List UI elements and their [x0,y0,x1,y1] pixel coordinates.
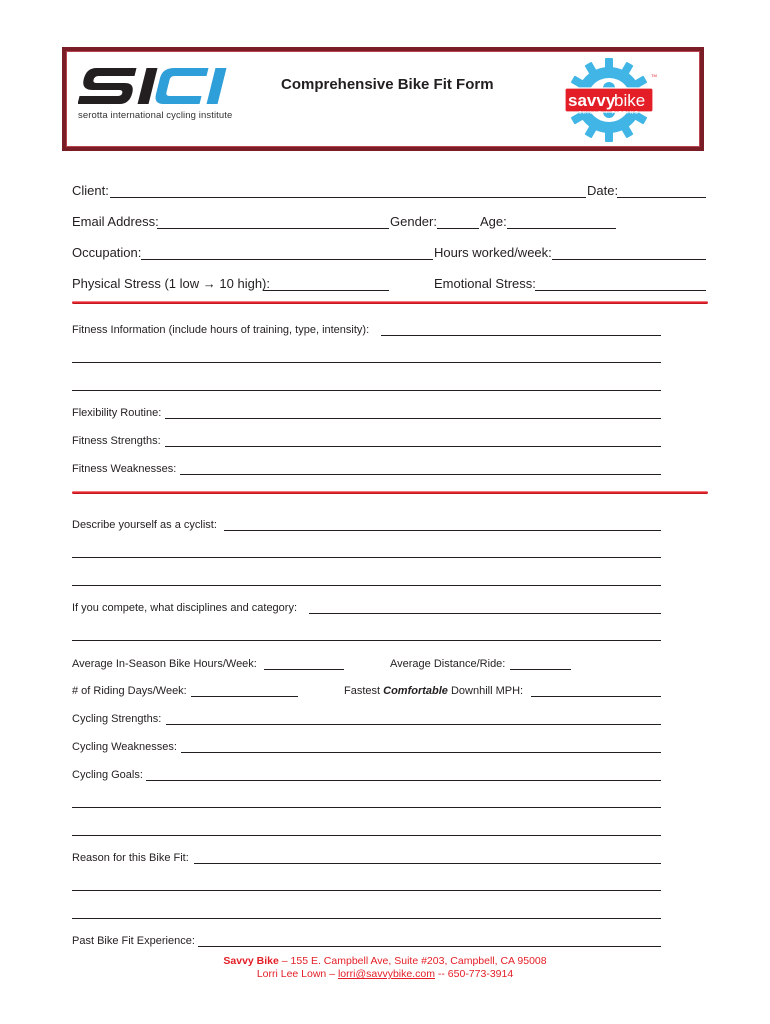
sici-subtitle: serotta international cycling institute [78,110,233,121]
riding-days-field[interactable] [191,696,298,697]
occupation-field[interactable] [141,259,433,260]
savvy-bike-gear-logo-icon [554,55,664,145]
describe-cyclist-label: Describe yourself as a cyclist: [72,519,217,531]
client-field[interactable] [110,197,586,198]
footer-contact [0,967,770,981]
fastest-downhill-field[interactable] [531,696,661,697]
compete-label: If you compete, what disciplines and category: [72,602,298,614]
compete-field[interactable] [309,613,661,614]
fitness-weaknesses-label: Fitness Weaknesses: [72,463,177,475]
savvy-logo-sub: SKILLS + FITTING [578,110,640,115]
fitness-info-field[interactable] [381,335,661,336]
describe-cyclist-line-3[interactable] [72,585,661,586]
reason-line-2[interactable] [72,890,661,891]
email-field[interactable] [157,228,389,229]
footer-contact-name: Lorri Lee Lown – [256,968,338,980]
gender-label: Gender: [390,214,437,229]
cycling-goals-field[interactable] [146,780,661,781]
past-fit-field[interactable] [198,946,661,947]
avg-distance-field[interactable] [510,669,571,670]
savvy-logo-main: savvy [568,91,616,110]
cycling-weaknesses-label: Cycling Weaknesses: [72,741,177,753]
riding-days-label: # of Riding Days/Week: [72,685,187,697]
fastest-pre: Fastest [344,685,384,697]
flexibility-field[interactable] [165,418,661,419]
cycling-weaknesses-field[interactable] [181,752,661,753]
date-field[interactable] [617,197,706,198]
avg-hours-field[interactable] [264,669,344,670]
fitness-strengths-field[interactable] [165,446,661,447]
savvy-logo-tm: TM [651,73,657,78]
section-divider [72,301,708,304]
reason-field[interactable] [194,863,661,864]
fitness-info-line-2[interactable] [72,362,661,363]
footer-address-text: – 155 E. Campbell Ave, Suite #203, Campbell, CA 95008 [278,955,547,967]
section-divider-2 [72,491,708,494]
arrow-right-icon: → [202,276,216,291]
cycling-goals-line-2[interactable] [72,807,661,808]
cycling-strengths-label: Cycling Strengths: [72,713,162,725]
fastest-emph: Comfortable [383,685,448,697]
cycling-goals-label: Cycling Goals: [72,769,143,781]
physical-stress-end: 10 high): [219,276,270,291]
flexibility-label: Flexibility Routine: [72,407,162,419]
reason-label: Reason for this Bike Fit: [72,852,189,864]
physical-stress-label [72,276,270,292]
cycling-strengths-field[interactable] [166,724,661,725]
describe-cyclist-field[interactable] [224,530,661,531]
footer-brand: Savvy Bike [223,955,279,967]
past-fit-label: Past Bike Fit Experience: [72,935,195,947]
footer-email-link[interactable]: lorri@savvybike.com [337,968,435,980]
client-label: Client: [72,183,109,198]
fitness-strengths-label: Fitness Strengths: [72,435,161,447]
compete-line-2[interactable] [72,640,661,641]
date-label: Date: [587,183,619,198]
footer-phone: -- 650-773-3914 [434,968,514,980]
describe-cyclist-line-2[interactable] [72,557,661,558]
hours-worked-label: Hours worked/week: [434,245,552,260]
emotional-stress-field[interactable] [535,290,706,291]
avg-hours-label: Average In-Season Bike Hours/Week: [72,658,257,670]
sici-logo-icon [78,62,244,108]
physical-stress-text: Physical Stress (1 low [72,276,200,291]
emotional-stress-label: Emotional Stress: [434,276,536,291]
gender-field[interactable] [437,228,479,229]
savvy-logo-main2: bike [614,91,646,110]
email-label: Email Address: [72,214,159,229]
reason-line-3[interactable] [72,918,661,919]
footer-address [0,954,770,968]
page-title: Comprehensive Bike Fit Form [281,76,494,93]
fastest-downhill-label [344,684,523,698]
fitness-weaknesses-field[interactable] [180,474,661,475]
fastest-post: Downhill MPH: [447,685,524,697]
fitness-info-line-3[interactable] [72,390,661,391]
age-field[interactable] [507,228,616,229]
occupation-label: Occupation: [72,245,142,260]
physical-stress-field[interactable] [263,290,389,291]
age-label: Age: [480,214,507,229]
hours-worked-field[interactable] [552,259,706,260]
avg-distance-label: Average Distance/Ride: [390,658,506,670]
fitness-info-label: Fitness Information (include hours of training, type, intensity): [72,324,370,336]
cycling-goals-line-3[interactable] [72,835,661,836]
